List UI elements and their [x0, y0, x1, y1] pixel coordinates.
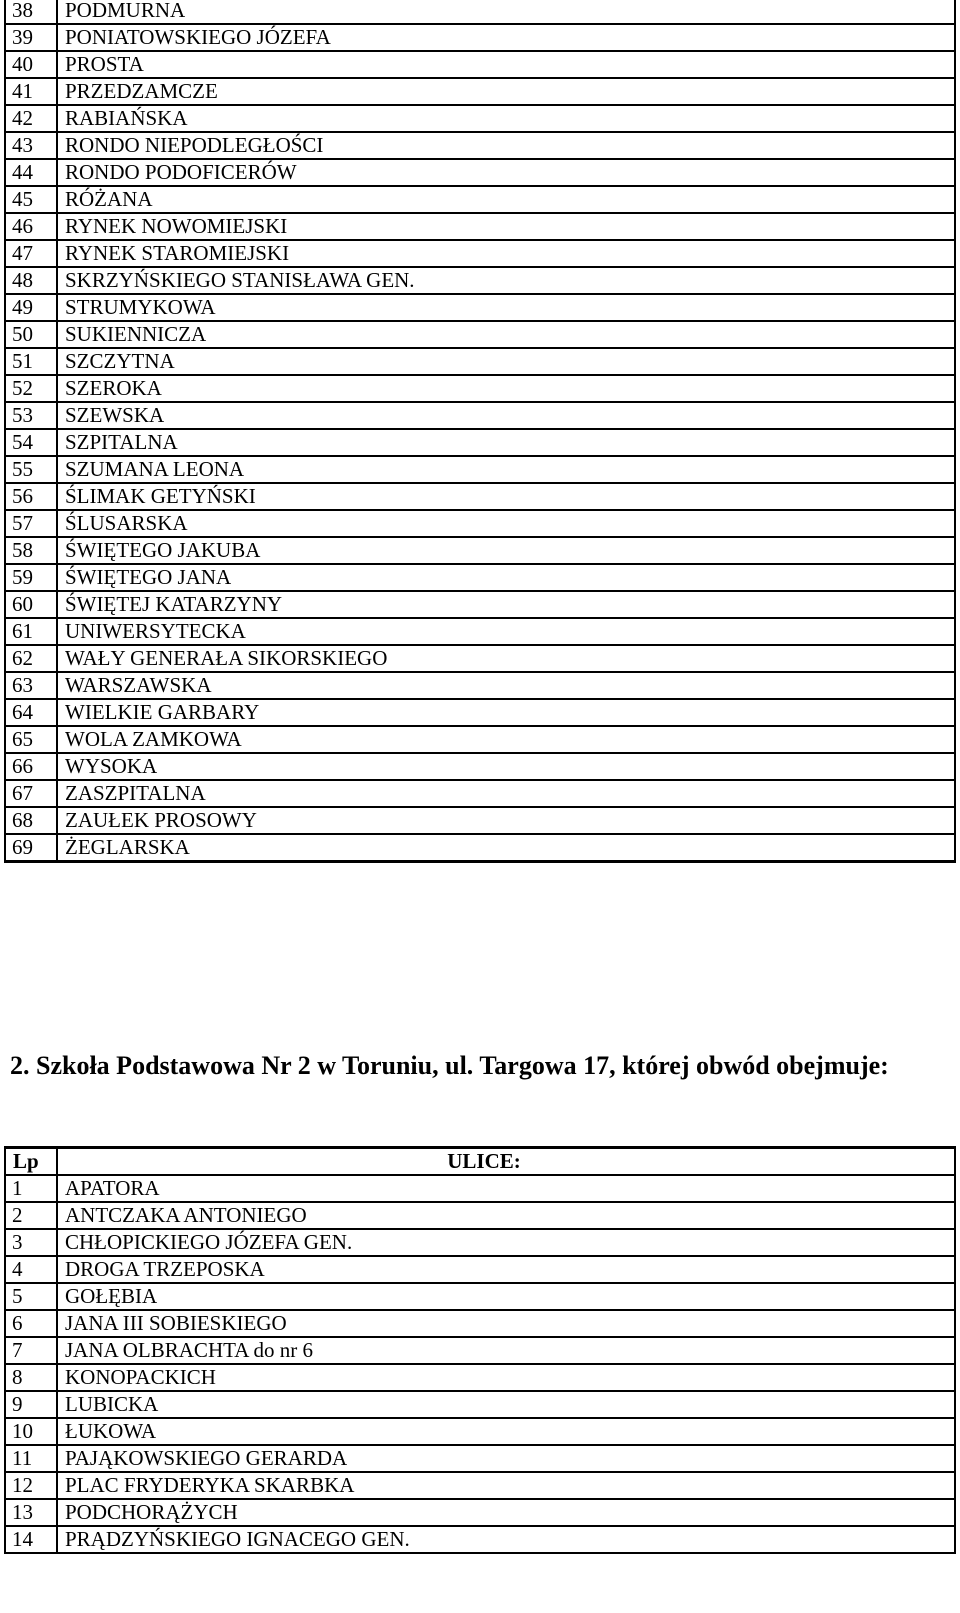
- table-row: [5, 483, 955, 510]
- street-name: ZAUŁEK PROSOWY: [57, 807, 955, 834]
- row-number: 54: [5, 429, 57, 456]
- row-number: 53: [5, 402, 57, 429]
- row-number: 12: [5, 1472, 57, 1499]
- row-number: 38: [5, 0, 57, 24]
- row-number: 3: [5, 1229, 57, 1256]
- table-row: [5, 24, 955, 51]
- table-row: [5, 1256, 955, 1283]
- street-name: ŚWIĘTEJ KATARZYNY: [57, 591, 955, 618]
- street-name: SZCZYTNA: [57, 348, 955, 375]
- table-row: [5, 1175, 955, 1202]
- street-name: RABIAŃSKA: [57, 105, 955, 132]
- row-number: 56: [5, 483, 57, 510]
- street-name: SZPITALNA: [57, 429, 955, 456]
- street-name: ŚLUSARSKA: [57, 510, 955, 537]
- table-row: [5, 240, 955, 267]
- table-row: [5, 618, 955, 645]
- street-name: PODCHORĄŻYCH: [57, 1499, 955, 1526]
- table-row: [5, 429, 955, 456]
- table-row: [5, 348, 955, 375]
- table-row: [5, 807, 955, 834]
- street-name: ŁUKOWA: [57, 1418, 955, 1445]
- section-2-heading: 2. Szkoła Podstawowa Nr 2 w Toruniu, ul. Targowa 17, której obwód obejmuje:: [10, 1051, 889, 1080]
- table-row: [5, 699, 955, 726]
- table-row: [5, 780, 955, 807]
- table-row: [5, 78, 955, 105]
- row-number: 65: [5, 726, 57, 753]
- row-number: 46: [5, 213, 57, 240]
- table-row: [5, 1310, 955, 1337]
- street-name: APATORA: [57, 1175, 955, 1202]
- street-name: RONDO NIEPODLEGŁOŚCI: [57, 132, 955, 159]
- street-name: WAŁY GENERAŁA SIKORSKIEGO: [57, 645, 955, 672]
- street-name: RÓŻANA: [57, 186, 955, 213]
- street-name: SKRZYŃSKIEGO STANISŁAWA GEN.: [57, 267, 955, 294]
- row-number: 67: [5, 780, 57, 807]
- row-number: 59: [5, 564, 57, 591]
- street-name: ŚWIĘTEGO JANA: [57, 564, 955, 591]
- table-row: [5, 645, 955, 672]
- street-name: JANA OLBRACHTA do nr 6: [57, 1337, 955, 1364]
- row-number: 8: [5, 1364, 57, 1391]
- streets-table-1-body: [5, 0, 955, 862]
- row-number: 1: [5, 1175, 57, 1202]
- table-row: [5, 0, 955, 24]
- table-row: [5, 564, 955, 591]
- street-name: RYNEK NOWOMIEJSKI: [57, 213, 955, 240]
- street-name: PLAC FRYDERYKA SKARBKA: [57, 1472, 955, 1499]
- row-number: 11: [5, 1445, 57, 1472]
- street-name: CHŁOPICKIEGO JÓZEFA GEN.: [57, 1229, 955, 1256]
- table-row: [5, 1526, 955, 1553]
- table-row: [5, 375, 955, 402]
- streets-column-header: ULICE:: [57, 1148, 955, 1176]
- row-number: 9: [5, 1391, 57, 1418]
- table-row: [5, 1229, 955, 1256]
- table-row: [5, 294, 955, 321]
- street-name: ANTCZAKA ANTONIEGO: [57, 1202, 955, 1229]
- row-number: 66: [5, 753, 57, 780]
- street-name: PRZEDZAMCZE: [57, 78, 955, 105]
- table-row: [5, 591, 955, 618]
- street-name: RYNEK STAROMIEJSKI: [57, 240, 955, 267]
- row-number: 40: [5, 51, 57, 78]
- street-name: KONOPACKICH: [57, 1364, 955, 1391]
- street-name: ŻEGLARSKA: [57, 834, 955, 862]
- street-name: DROGA TRZEPOSKA: [57, 1256, 955, 1283]
- row-number: 52: [5, 375, 57, 402]
- street-name: ŚLIMAK GETYŃSKI: [57, 483, 955, 510]
- row-number: 57: [5, 510, 57, 537]
- table-row: [5, 132, 955, 159]
- table-row: [5, 726, 955, 753]
- row-number: 13: [5, 1499, 57, 1526]
- row-number: 51: [5, 348, 57, 375]
- table-row: [5, 321, 955, 348]
- street-name: ZASZPITALNA: [57, 780, 955, 807]
- street-name: JANA III SOBIESKIEGO: [57, 1310, 955, 1337]
- table-row: [5, 1283, 955, 1310]
- row-number: 44: [5, 159, 57, 186]
- row-number: 14: [5, 1526, 57, 1553]
- row-number: 6: [5, 1310, 57, 1337]
- table-row: [5, 834, 955, 862]
- street-name: RONDO PODOFICERÓW: [57, 159, 955, 186]
- table-row: [5, 186, 955, 213]
- street-name: SZEWSKA: [57, 402, 955, 429]
- row-number: 55: [5, 456, 57, 483]
- lp-column-header: Lp: [5, 1148, 57, 1176]
- street-name: WYSOKA: [57, 753, 955, 780]
- table-row: [5, 537, 955, 564]
- street-name: PRĄDZYŃSKIEGO IGNACEGO GEN.: [57, 1526, 955, 1553]
- row-number: 43: [5, 132, 57, 159]
- row-number: 45: [5, 186, 57, 213]
- street-name: GOŁĘBIA: [57, 1283, 955, 1310]
- row-number: 39: [5, 24, 57, 51]
- street-name: WARSZAWSKA: [57, 672, 955, 699]
- table-row: [5, 510, 955, 537]
- row-number: 10: [5, 1418, 57, 1445]
- streets-table-1: [4, 0, 956, 863]
- row-number: 50: [5, 321, 57, 348]
- table-row: [5, 456, 955, 483]
- table-row: [5, 753, 955, 780]
- street-name: LUBICKA: [57, 1391, 955, 1418]
- street-name: UNIWERSYTECKA: [57, 618, 955, 645]
- row-number: 4: [5, 1256, 57, 1283]
- row-number: 58: [5, 537, 57, 564]
- row-number: 41: [5, 78, 57, 105]
- table-row: [5, 213, 955, 240]
- street-name: ŚWIĘTEGO JAKUBA: [57, 537, 955, 564]
- row-number: 61: [5, 618, 57, 645]
- table-row: [5, 1364, 955, 1391]
- street-name: PONIATOWSKIEGO JÓZEFA: [57, 24, 955, 51]
- street-name: SZEROKA: [57, 375, 955, 402]
- row-number: 49: [5, 294, 57, 321]
- table-row: [5, 105, 955, 132]
- table-row: [5, 1472, 955, 1499]
- street-name: SUKIENNICZA: [57, 321, 955, 348]
- table-row: [5, 1202, 955, 1229]
- streets-table-2: [4, 1146, 956, 1554]
- table-row: [5, 51, 955, 78]
- street-name: WIELKIE GARBARY: [57, 699, 955, 726]
- street-name: WOLA ZAMKOWA: [57, 726, 955, 753]
- street-name: PODMURNA: [57, 0, 955, 24]
- row-number: 2: [5, 1202, 57, 1229]
- street-name: PAJĄKOWSKIEGO GERARDA: [57, 1445, 955, 1472]
- row-number: 62: [5, 645, 57, 672]
- table-row: [5, 672, 955, 699]
- row-number: 64: [5, 699, 57, 726]
- table-row: [5, 1445, 955, 1472]
- table-row: [5, 267, 955, 294]
- row-number: 48: [5, 267, 57, 294]
- table-row: [5, 402, 955, 429]
- row-number: 60: [5, 591, 57, 618]
- row-number: 63: [5, 672, 57, 699]
- streets-table-2-body: [5, 1175, 955, 1553]
- street-name: STRUMYKOWA: [57, 294, 955, 321]
- row-number: 7: [5, 1337, 57, 1364]
- table-row: [5, 159, 955, 186]
- row-number: 68: [5, 807, 57, 834]
- table-row: [5, 1337, 955, 1364]
- row-number: 5: [5, 1283, 57, 1310]
- table-row: [5, 1391, 955, 1418]
- row-number: 42: [5, 105, 57, 132]
- row-number: 47: [5, 240, 57, 267]
- street-name: SZUMANA LEONA: [57, 456, 955, 483]
- row-number: 69: [5, 834, 57, 862]
- table-row: [5, 1499, 955, 1526]
- table-row: [5, 1418, 955, 1445]
- street-name: PROSTA: [57, 51, 955, 78]
- table-header-row: [5, 1148, 955, 1176]
